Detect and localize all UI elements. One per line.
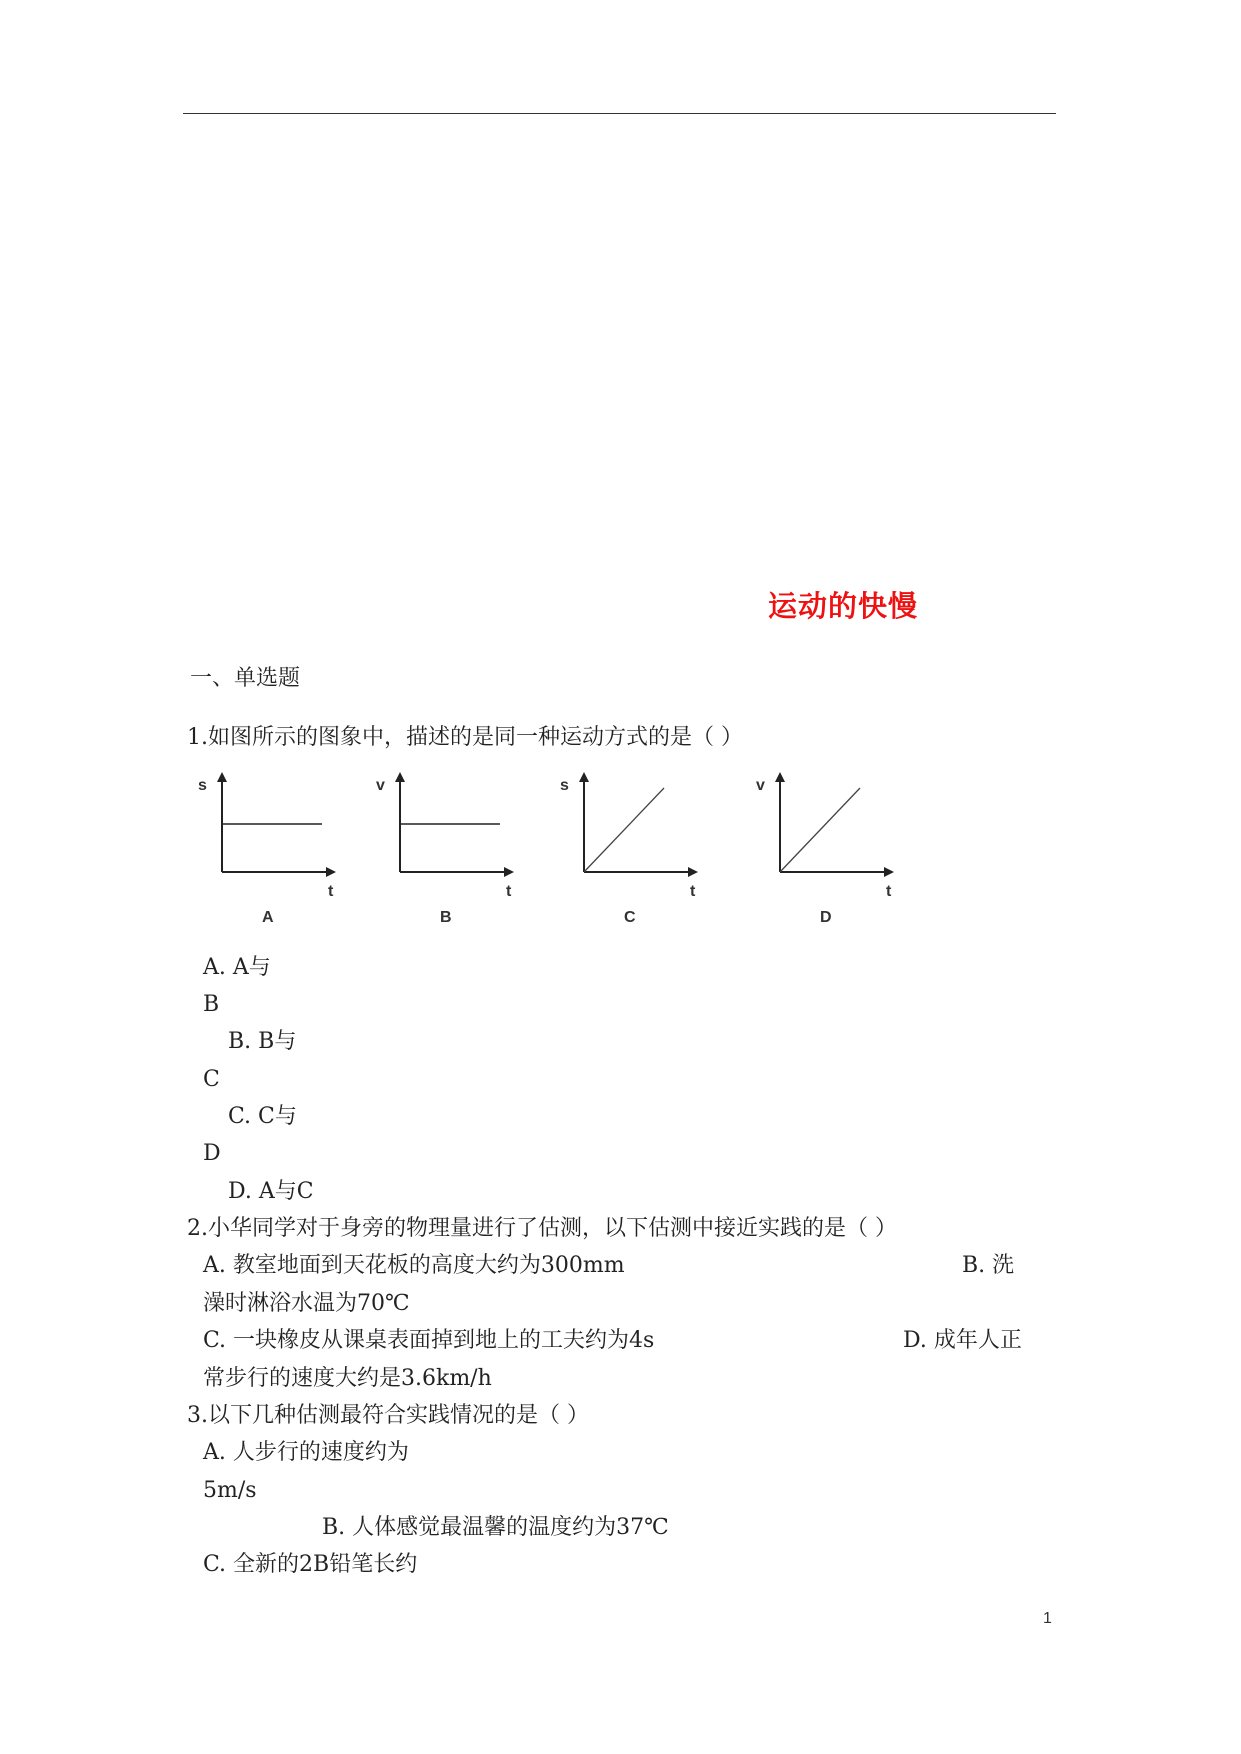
q1-option-b-line2: C — [203, 1067, 220, 1092]
q1-option-b-line1[interactable]: B. B与 — [228, 1029, 297, 1054]
x-axis-label: t — [886, 883, 892, 900]
graph-caption: C — [624, 909, 636, 926]
q2-option-b-line2: 澡时淋浴水温为70℃ — [203, 1291, 410, 1316]
graph-caption: D — [820, 909, 832, 926]
x-axis-label: t — [690, 883, 696, 900]
motion-graph-a — [198, 774, 334, 926]
motion-graph-d — [756, 774, 892, 926]
q2-option-b-line1[interactable]: B. 洗 — [962, 1253, 1015, 1278]
q1-option-c-line2: D — [203, 1141, 221, 1166]
q1-option-a-line2: B — [203, 992, 220, 1017]
graph-caption: A — [262, 909, 274, 926]
section-heading: 一、单选题 — [190, 666, 301, 691]
question-3-stem: 3.以下几种估测最符合实践情况的是（ ） — [187, 1403, 589, 1428]
question-1-stem: 1.如图所示的图象中，描述的是同一种运动方式的是（ ） — [187, 725, 743, 750]
q3-option-a-line2: 5m/s — [203, 1478, 257, 1503]
y-axis-label: v — [756, 777, 765, 794]
q3-option-a-line1[interactable]: A. 人步行的速度约为 — [203, 1440, 409, 1465]
q2-option-c[interactable]: C. 一块橡皮从课桌表面掉到地上的工夫约为4s — [203, 1328, 655, 1353]
question-2-stem: 2.小华同学对于身旁的物理量进行了估测，以下估测中接近实践的是（ ） — [187, 1216, 897, 1241]
q2-option-a[interactable]: A. 教室地面到天花板的高度大约为300mm — [203, 1253, 625, 1278]
page-number: 1 — [1043, 1610, 1052, 1627]
header-rule — [183, 113, 1056, 114]
q1-option-c-line1[interactable]: C. C与 — [228, 1104, 297, 1129]
q1-option-a-line1[interactable]: A. A与 — [203, 955, 271, 980]
q2-option-d-line1[interactable]: D. 成年人正 — [903, 1328, 1022, 1353]
graph-line-diagonal — [780, 788, 860, 872]
y-axis-label: s — [198, 777, 207, 794]
q3-option-b[interactable]: B. 人体感觉最温馨的温度约为37℃ — [322, 1515, 669, 1540]
x-axis-label: t — [328, 883, 334, 900]
q1-option-d[interactable]: D. A与C — [228, 1179, 314, 1204]
y-axis-label: s — [560, 777, 569, 794]
x-axis-label: t — [506, 883, 512, 900]
y-axis-label: v — [376, 777, 385, 794]
page-title: 运动的快慢 — [768, 589, 919, 623]
q2-option-d-line2: 常步行的速度大约是3.6km/h — [203, 1366, 492, 1391]
q3-option-c[interactable]: C. 全新的2B铅笔长约 — [203, 1552, 418, 1577]
graph-caption: B — [440, 909, 452, 926]
motion-graph-b — [376, 774, 512, 926]
graph-line-diagonal — [584, 788, 664, 872]
motion-graph-c — [560, 774, 696, 926]
q1-graph-figure — [190, 760, 930, 940]
